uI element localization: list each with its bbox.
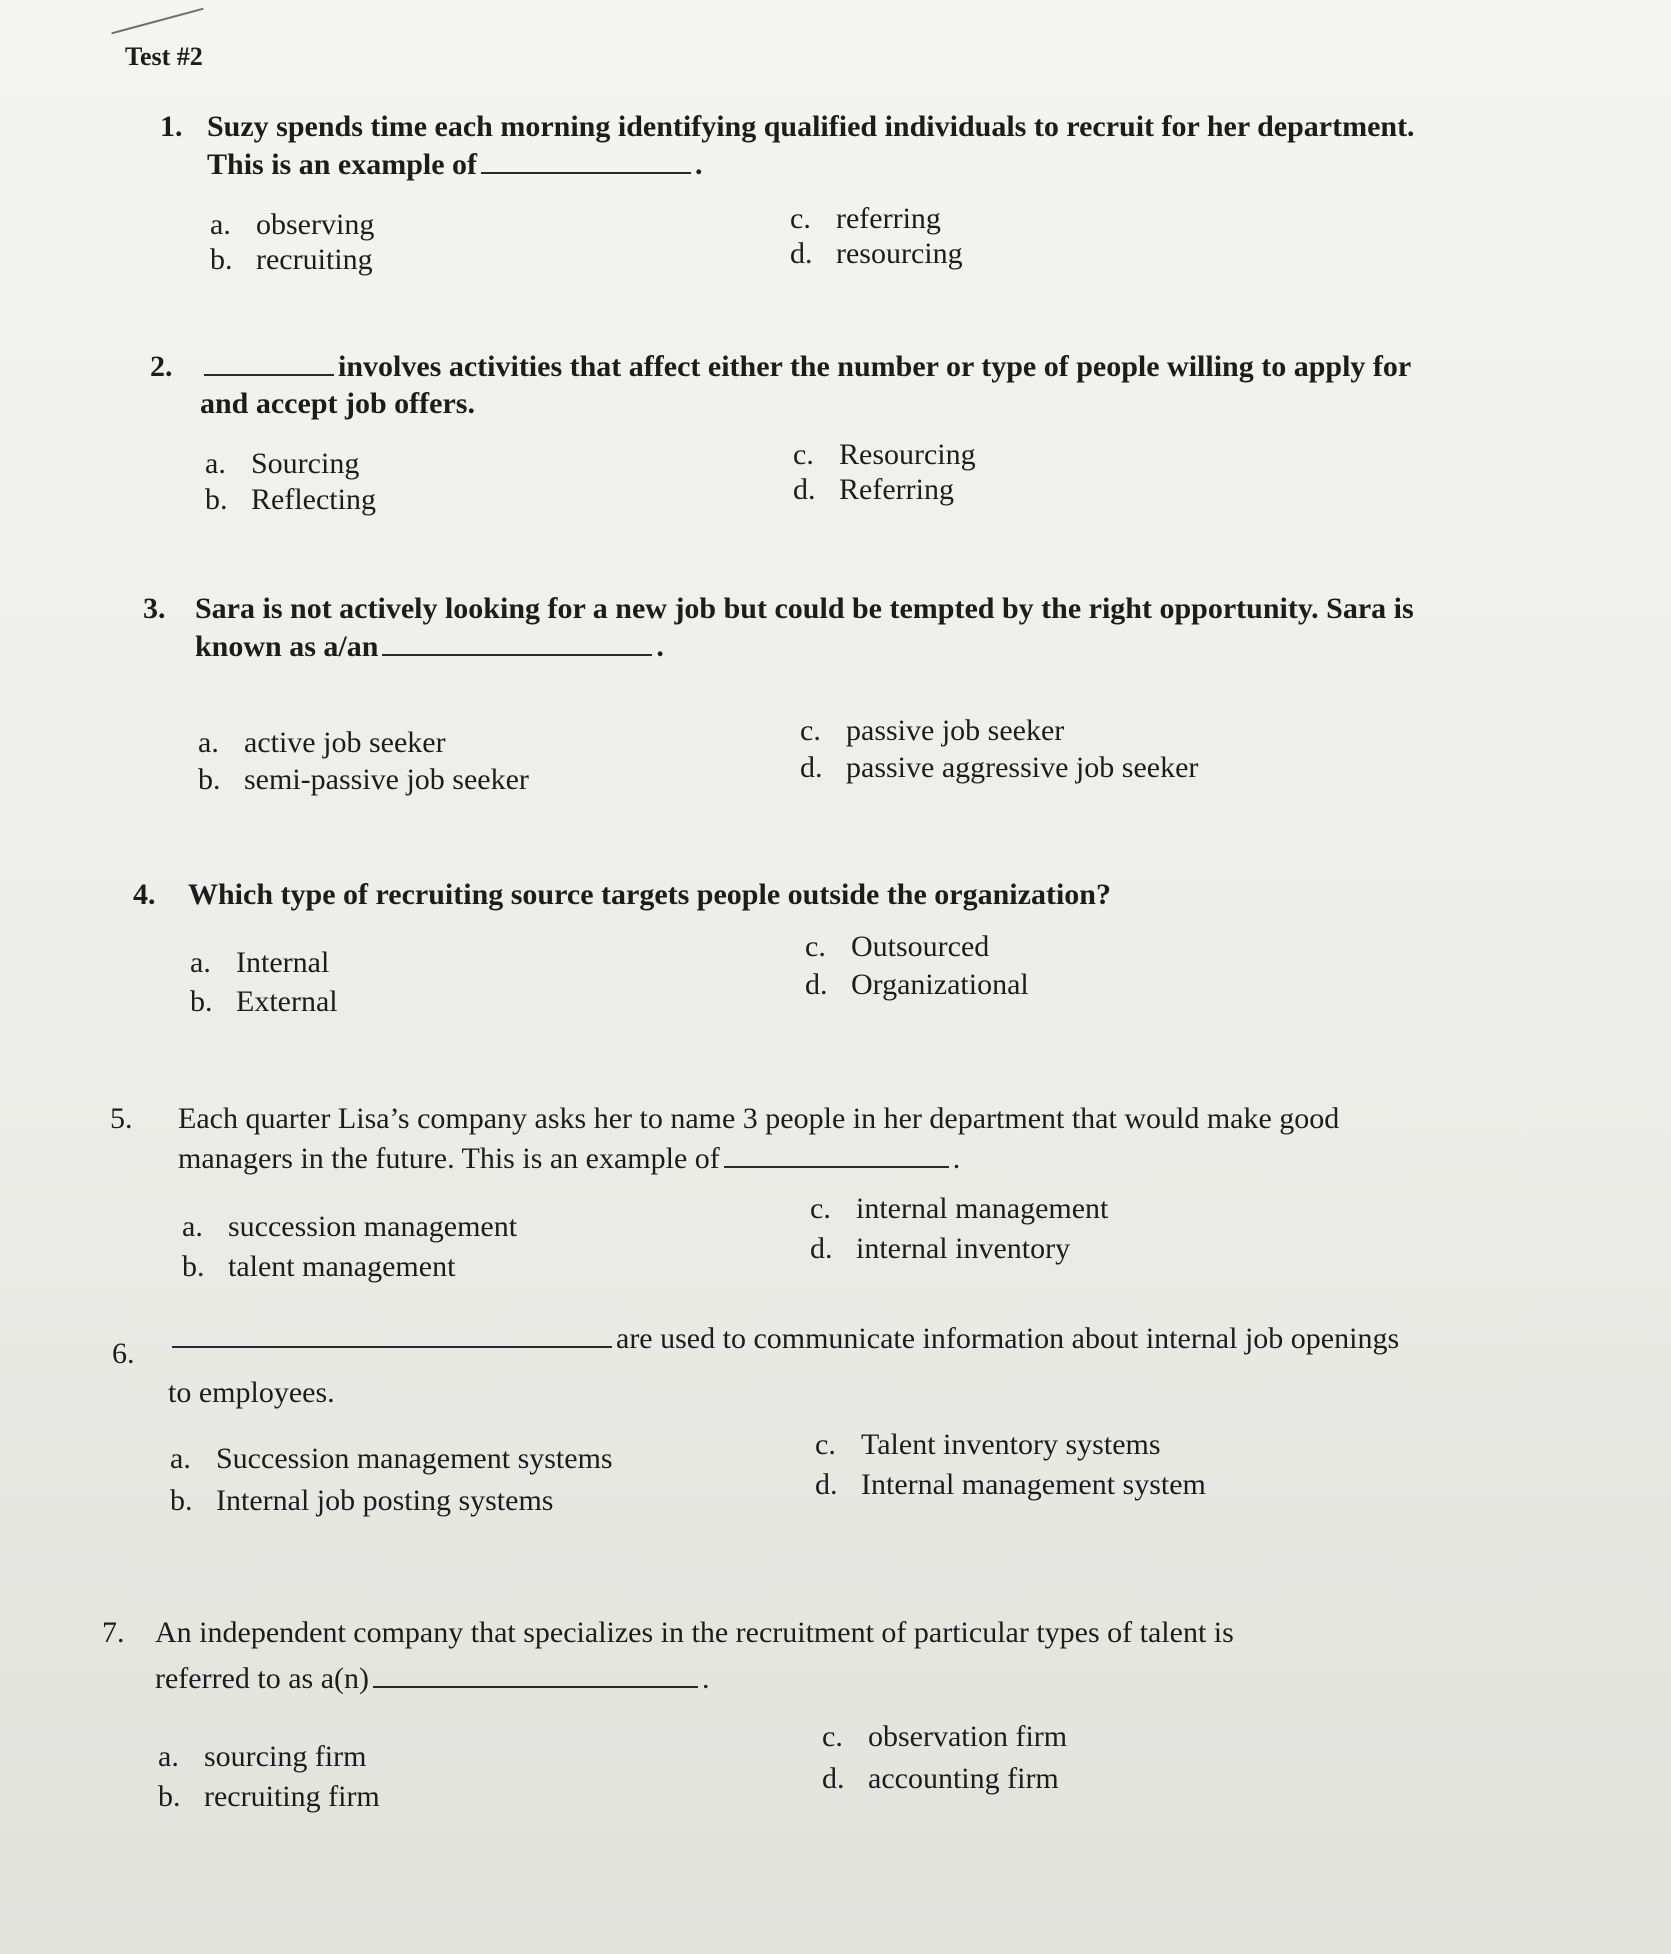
page-title: Test #2 [125, 42, 203, 71]
option-a[interactable]: a. Succession management systems [170, 1442, 613, 1475]
option-c[interactable]: c. passive job seeker [800, 714, 1065, 747]
question-stem-line2: to employees. [168, 1376, 335, 1409]
question-stem-line1: Which type of recruiting source targets people outside the organization? [188, 878, 1111, 911]
option-b[interactable]: b. Reflecting [205, 483, 376, 516]
option-c[interactable]: c. Outsourced [805, 930, 990, 963]
question-stem-line1: Each quarter Lisa’s company asks her to name 3 people in her department that would make good [178, 1102, 1340, 1135]
option-a[interactable]: a. sourcing firm [158, 1740, 367, 1773]
answer-blank[interactable] [382, 628, 652, 656]
question-stem-line2: This is an example of . [207, 148, 703, 181]
option-c[interactable]: c. Talent inventory systems [815, 1428, 1161, 1461]
option-b[interactable]: b. External [190, 985, 338, 1018]
option-b[interactable]: b. recruiting [210, 243, 373, 276]
option-d[interactable]: d. passive aggressive job seeker [800, 751, 1199, 784]
answer-blank[interactable] [481, 146, 691, 174]
question-stem-line1: An independent company that specializes in the recruitment of particular types of talent is [155, 1616, 1234, 1649]
question-number: 1. [160, 110, 183, 143]
option-a[interactable]: a. Internal [190, 946, 330, 979]
question-stem-line2: and accept job offers. [200, 387, 475, 420]
answer-blank[interactable] [204, 348, 334, 376]
question-number: 5. [110, 1102, 133, 1135]
option-c[interactable]: c. internal management [810, 1192, 1109, 1225]
question-stem-line1: involves activities that affect either the number or type of people willing to apply for [200, 348, 1411, 386]
option-a[interactable]: a. observing [210, 208, 375, 241]
option-a[interactable]: a. active job seeker [198, 726, 446, 759]
option-b[interactable]: b. talent management [182, 1250, 456, 1283]
option-c[interactable]: c. observation firm [822, 1720, 1068, 1753]
option-b[interactable]: b. Internal job posting systems [170, 1484, 554, 1517]
option-a[interactable]: a. succession management [182, 1210, 518, 1243]
answer-blank[interactable] [172, 1320, 612, 1348]
option-c[interactable]: c. Resourcing [793, 438, 976, 471]
pen-mark [111, 8, 203, 35]
question-stem-line2: managers in the future. This is an example of . [178, 1142, 961, 1175]
option-a[interactable]: a. Sourcing [205, 447, 360, 480]
option-b[interactable]: b. recruiting firm [158, 1780, 380, 1813]
option-d[interactable]: d. Organizational [805, 968, 1029, 1001]
question-stem-line1: are used to communicate information about internal job openings [168, 1320, 1399, 1358]
option-d[interactable]: d. resourcing [790, 237, 963, 270]
question-number: 2. [150, 350, 173, 383]
question-stem-line1: Sara is not actively looking for a new job but could be tempted by the right opportunity. Sara is [195, 592, 1414, 625]
answer-blank[interactable] [724, 1140, 949, 1168]
option-d[interactable]: d. internal inventory [810, 1232, 1071, 1265]
question-stem-line2: known as a/an . [195, 630, 664, 663]
question-number: 3. [143, 592, 166, 625]
question-number: 6. [112, 1337, 135, 1370]
question-stem-line2: referred to as a(n) . [155, 1662, 710, 1695]
option-d[interactable]: d. Referring [793, 473, 954, 506]
option-d[interactable]: d. accounting firm [822, 1762, 1059, 1795]
question-number: 4. [133, 878, 156, 911]
option-c[interactable]: c. referring [790, 202, 941, 235]
option-d[interactable]: d. Internal management system [815, 1468, 1206, 1501]
option-b[interactable]: b. semi-passive job seeker [198, 763, 529, 796]
answer-blank[interactable] [373, 1660, 698, 1688]
question-stem-line1: Suzy spends time each morning identifying qualified individuals to recruit for her department. [207, 110, 1415, 143]
question-number: 7. [102, 1616, 125, 1649]
